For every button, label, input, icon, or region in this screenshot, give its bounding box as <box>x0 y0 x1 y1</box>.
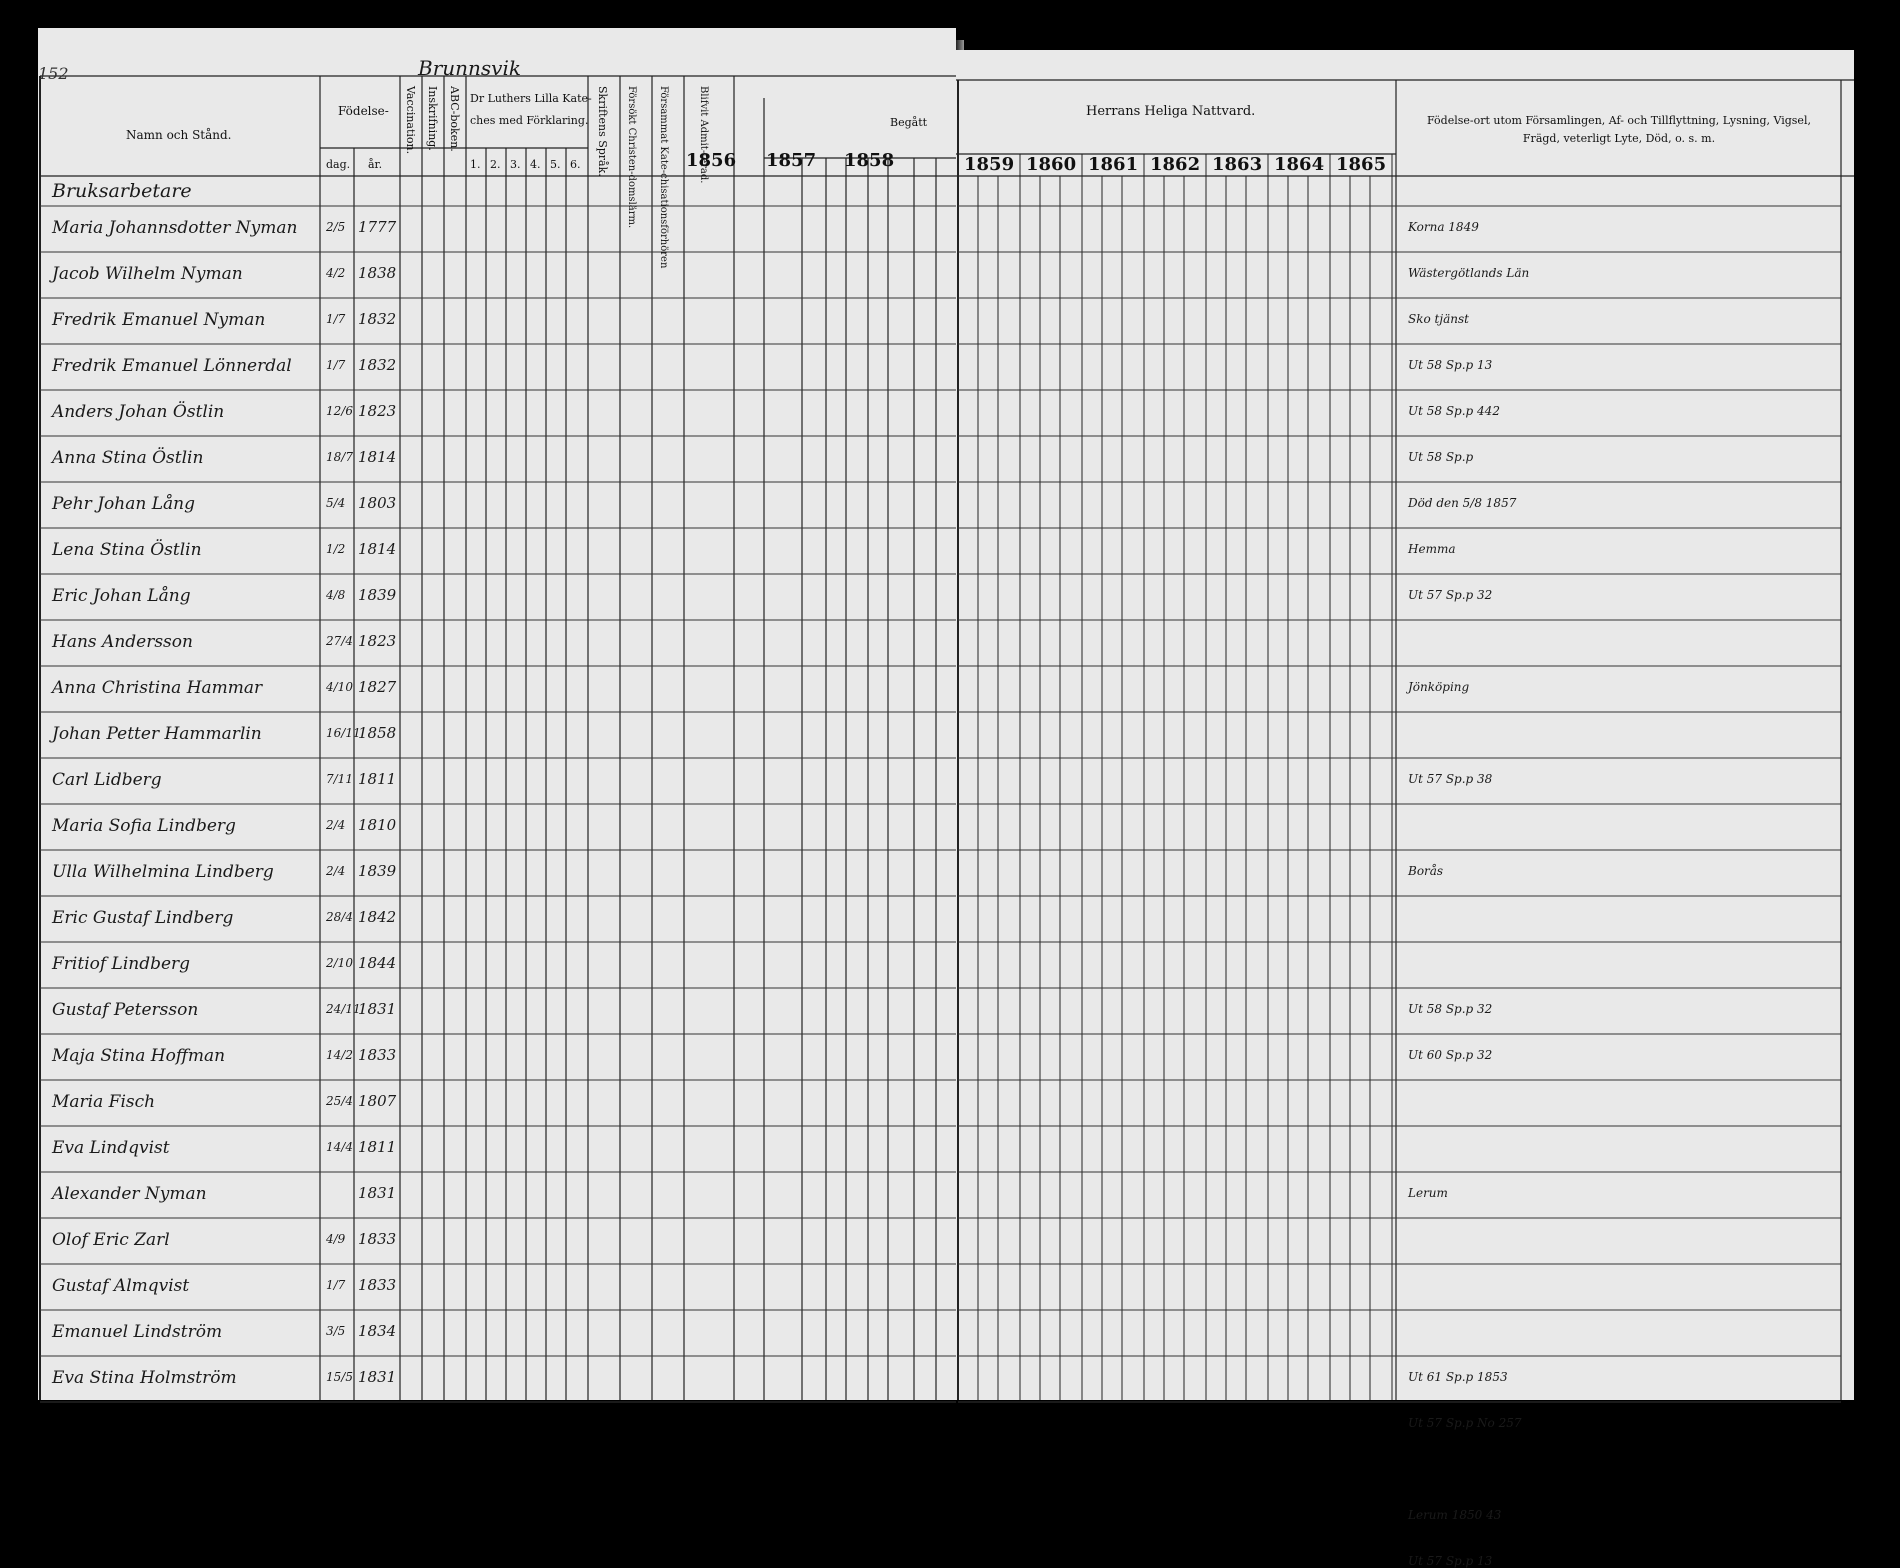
entry-name: Gustaf Almqvist <box>52 1276 190 1296</box>
entry-name: Lena Stina Östlin <box>52 540 202 560</box>
remark-entry: Död den 5/8 1857 <box>1408 496 1517 510</box>
header-begatt: Begått <box>890 116 928 129</box>
header-year: år. <box>368 158 383 171</box>
communion-heading: Herrans Heliga Nattvard. <box>1086 104 1256 119</box>
entry-birth-day: 1/2 <box>326 542 346 556</box>
col-5: 5. <box>550 158 561 171</box>
entry-birth-year: 1833 <box>358 1046 397 1064</box>
entry-birth-day: 24/11 <box>326 1002 361 1016</box>
entry-birth-year: 1842 <box>358 908 397 926</box>
entry-birth-day: 4/2 <box>326 266 346 280</box>
entry-birth-day: 4/10 <box>326 680 353 694</box>
header-name: Namn och Stånd. <box>126 128 232 142</box>
entry-name: Alexander Nyman <box>52 1184 207 1204</box>
entry-birth-year: 1839 <box>358 586 397 604</box>
remark-entry: Ut 58 Sp.p 442 <box>1408 404 1500 418</box>
page-number: 152 <box>38 64 69 83</box>
entry-birth-year: 1833 <box>358 1230 397 1248</box>
entry-name: Fredrik Emanuel Nyman <box>52 310 266 330</box>
entry-name: Eva Stina Holmström <box>52 1368 237 1388</box>
year-header-1865: 1865 <box>1336 154 1387 175</box>
entry-birth-day: 16/11 <box>326 726 361 740</box>
entry-birth-year: 1833 <box>358 1276 397 1294</box>
entry-birth-day: 25/4 <box>326 1094 353 1108</box>
remark-entry: Ut 58 Sp.p 32 <box>1408 1002 1493 1016</box>
entry-birth-year: 1832 <box>358 310 397 328</box>
header-vaccination: Vaccination. <box>404 86 417 155</box>
entry-birth-day: 2/5 <box>326 220 346 234</box>
year-header-1860: 1860 <box>1026 154 1077 175</box>
remark-entry: Korna 1849 <box>1408 220 1479 234</box>
entry-birth-day: 4/9 <box>326 1232 346 1246</box>
year-header-1861: 1861 <box>1088 154 1139 175</box>
entry-name: Johan Petter Hammarlin <box>52 724 262 744</box>
entry-birth-day: 2/4 <box>326 818 346 832</box>
header-day: dag. <box>326 158 351 171</box>
header-luther-2: ches med Förklaring. <box>470 114 589 127</box>
year-header-1857: 1857 <box>766 150 817 171</box>
parish-heading: Brunnsvik <box>418 56 521 80</box>
entry-name: Anna Stina Östlin <box>52 448 204 468</box>
remark-entry: Wästergötlands Län <box>1408 266 1530 280</box>
entry-name: Emanuel Lindström <box>52 1322 223 1342</box>
entry-birth-year: 1844 <box>358 954 397 972</box>
header-luther: Dr Luthers Lilla Kate- <box>470 92 592 105</box>
entry-birth-day: 2/10 <box>326 956 353 970</box>
header-abc: ABC-boken. <box>448 86 461 152</box>
entry-birth-year: 1803 <box>358 494 397 512</box>
entry-birth-year: 1839 <box>358 862 397 880</box>
entry-birth-year: 1823 <box>358 402 397 420</box>
header-skrift: Skriftens Språk. <box>596 86 609 177</box>
entry-birth-year: 1834 <box>358 1322 397 1340</box>
col-4: 4. <box>530 158 541 171</box>
entry-birth-year: 1831 <box>358 1368 397 1386</box>
remark-entry: Hemma <box>1408 542 1456 556</box>
remark-entry: Lerum 1850 43 <box>1408 1508 1502 1522</box>
entry-birth-day: 1/7 <box>326 312 346 326</box>
entry-name: Fredrik Emanuel Lönnerdal <box>52 356 292 376</box>
remark-entry: Ut 57 Sp.p 38 <box>1408 772 1493 786</box>
entry-birth-year: 1827 <box>358 678 397 696</box>
entry-birth-year: 1832 <box>358 356 397 374</box>
entry-birth-day: 28/4 <box>326 910 353 924</box>
entry-name: Maria Johannsdotter Nyman <box>52 218 298 238</box>
entry-birth-year: 1831 <box>358 1184 397 1202</box>
year-header-1864: 1864 <box>1274 154 1325 175</box>
year-header-1859: 1859 <box>964 154 1015 175</box>
entry-birth-year: 1807 <box>358 1092 397 1110</box>
entry-birth-year: 1811 <box>358 770 397 788</box>
remark-entry: Ut 57 Sp.p 32 <box>1408 588 1493 602</box>
remark-entry: Lerum <box>1408 1186 1448 1200</box>
remark-entry: Ut 58 Sp.p <box>1408 450 1474 464</box>
entry-name: Anna Christina Hammar <box>52 678 263 698</box>
entry-name: Maja Stina Hoffman <box>52 1046 226 1066</box>
entry-birth-year: 1814 <box>358 448 397 466</box>
year-header-1856: 1856 <box>686 150 737 171</box>
entry-name: Ulla Wilhelmina Lindberg <box>52 862 274 882</box>
right-ruling-grid <box>956 50 1854 1400</box>
entry-name: Fritiof Lindberg <box>52 954 191 974</box>
entry-birth-day: 27/4 <box>326 634 353 648</box>
remark-entry: Ut 58 Sp.p 13 <box>1408 358 1493 372</box>
entry-birth-day: 18/7 <box>326 450 353 464</box>
entry-birth-day: 12/6 <box>326 404 353 418</box>
entry-name: Pehr Johan Lång <box>52 494 195 514</box>
entry-name: Jacob Wilhelm Nyman <box>52 264 243 284</box>
entry-birth-day: 5/4 <box>326 496 346 510</box>
entry-name: Carl Lidberg <box>52 770 162 790</box>
year-header-1858: 1858 <box>844 150 895 171</box>
entry-name: Gustaf Petersson <box>52 1000 199 1020</box>
remark-entry: Borås <box>1408 864 1444 878</box>
entry-name: Eric Johan Lång <box>52 586 191 606</box>
entry-name: Eric Gustaf Lindberg <box>52 908 234 928</box>
entry-birth-day: 1/7 <box>326 358 346 372</box>
col-3: 3. <box>510 158 521 171</box>
remark-entry: Ut 57 Sp.p No 257 <box>1408 1416 1522 1430</box>
col-2: 2. <box>490 158 501 171</box>
remark-entry: Ut 57 Sp.p 13 <box>1408 1554 1493 1568</box>
entry-name: Hans Andersson <box>52 632 193 652</box>
header-forsummat: Försammat Kate-chisationsförhören <box>658 86 669 269</box>
entry-birth-day: 7/11 <box>326 772 353 786</box>
entry-name: Maria Sofia Lindberg <box>52 816 236 836</box>
remarks-heading: Födelse-ort utom Församlingen, Af- och Tillflyttning, Lysning, Vigsel, Frägd, veterligt Lyte, Död, o. s. m. <box>1427 114 1811 145</box>
header-forsokt: Försökt Christen-domslärm. <box>626 86 637 229</box>
entry-birth-day: 4/8 <box>326 588 346 602</box>
entry-birth-year: 1838 <box>358 264 397 282</box>
entry-birth-year: 1858 <box>358 724 397 742</box>
remark-entry: Sko tjänst <box>1408 312 1469 326</box>
entry-birth-year: 1810 <box>358 816 397 834</box>
entry-birth-day: 14/4 <box>326 1140 353 1154</box>
year-header-1862: 1862 <box>1150 154 1201 175</box>
year-header-1863: 1863 <box>1212 154 1263 175</box>
entry-birth-year: 1823 <box>358 632 397 650</box>
left-register-page <box>38 28 956 1400</box>
entry-name: Maria Fisch <box>52 1092 156 1112</box>
entry-birth-day: 1/7 <box>326 1278 346 1292</box>
entry-birth-year: 1831 <box>358 1000 397 1018</box>
entry-birth-year: 1777 <box>358 218 397 236</box>
col-1: 1. <box>470 158 481 171</box>
entry-name: Olof Eric Zarl <box>52 1230 170 1250</box>
header-birth: Födelse- <box>338 104 389 118</box>
entry-name: Anders Johan Östlin <box>52 402 225 422</box>
col-6: 6. <box>570 158 581 171</box>
entry-birth-day: 14/2 <box>326 1048 353 1062</box>
entry-birth-year: 1814 <box>358 540 397 558</box>
remark-entry: Jönköping <box>1408 680 1470 694</box>
entry-birth-year: 1811 <box>358 1138 397 1156</box>
entry-birth-day: 15/5 <box>326 1370 353 1384</box>
remark-entry: Ut 61 Sp.p 1853 <box>1408 1370 1508 1384</box>
header-blifvit: Blifvit Admit-terad. <box>698 86 709 184</box>
right-register-page <box>956 50 1854 1568</box>
entry-birth-day: 3/5 <box>326 1324 346 1338</box>
header-inskrivning: Inskrifning. <box>426 86 439 151</box>
remark-entry: Ut 60 Sp.p 32 <box>1408 1048 1493 1062</box>
entry-birth-day: 2/4 <box>326 864 346 878</box>
entry-name: Eva Lindqvist <box>52 1138 170 1158</box>
household-heading: Bruksarbetare <box>52 180 192 202</box>
